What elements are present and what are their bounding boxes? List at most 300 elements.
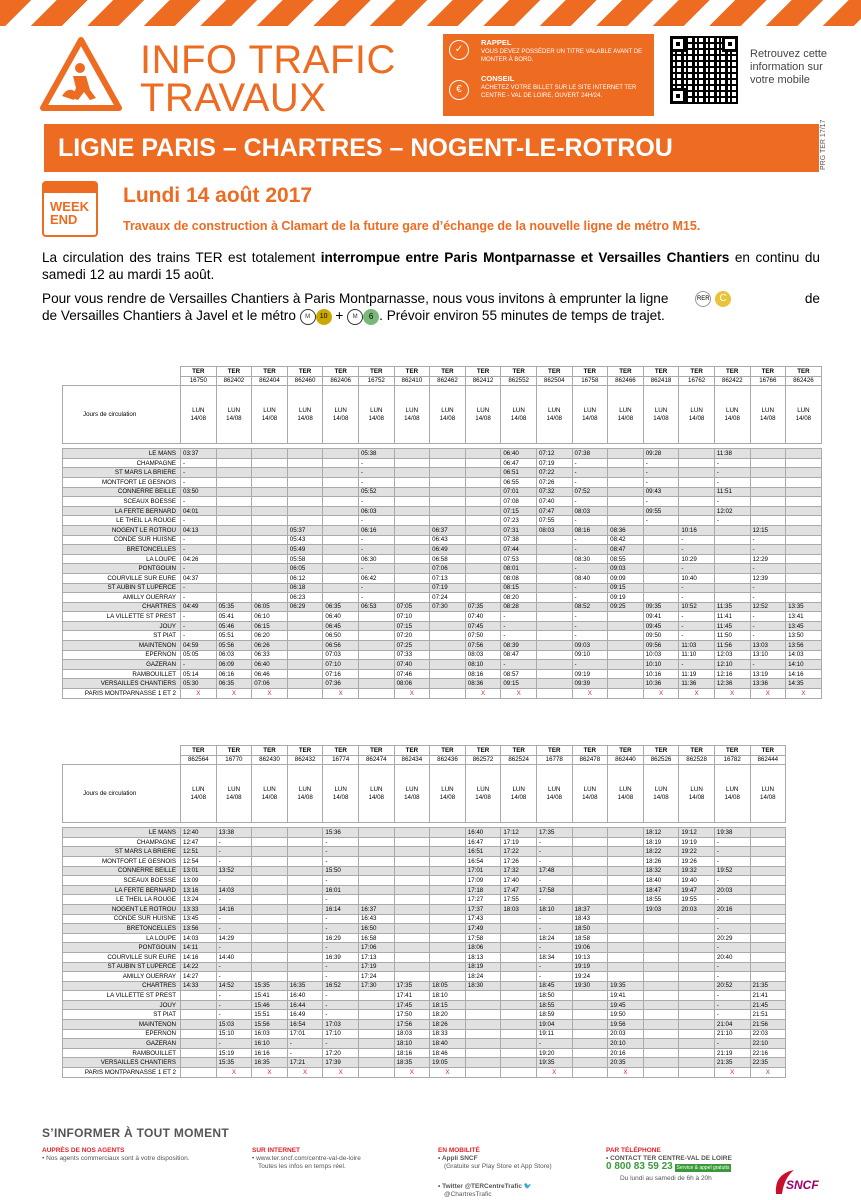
station-name: JOUY [63, 1000, 181, 1010]
time-cell: 12:29 [750, 554, 786, 564]
time-cell: 07:55 [536, 516, 572, 526]
time-cell [643, 593, 679, 603]
time-cell [287, 837, 323, 847]
station-row [63, 641, 822, 651]
time-cell [465, 506, 501, 516]
train-type-row [63, 367, 822, 377]
time-cell: 06:20 [252, 631, 288, 641]
time-cell: 18:55 [643, 895, 679, 905]
station-name: MONTFORT LE GESNOIS [63, 856, 181, 866]
time-cell [287, 621, 323, 631]
time-cell: - [643, 458, 679, 468]
time-cell: 20:16 [608, 1048, 644, 1058]
station-name: ST AUBIN ST LUPERCE [63, 962, 181, 972]
time-cell [252, 847, 288, 857]
cancelled-mark: X [430, 1068, 466, 1078]
time-cell [679, 1068, 715, 1078]
time-cell [501, 943, 537, 953]
time-cell [252, 545, 288, 555]
time-cell: 18:40 [430, 1039, 466, 1049]
time-cell: 17:27 [465, 895, 501, 905]
time-cell [358, 689, 394, 699]
time-cell [536, 602, 572, 612]
time-cell [323, 583, 359, 593]
time-cell [323, 506, 359, 516]
time-cell: 21:35 [714, 1058, 750, 1068]
time-cell [679, 952, 715, 962]
time-cell: - [358, 468, 394, 478]
time-cell [608, 856, 644, 866]
time-cell: 19:19 [572, 962, 608, 972]
time-cell [679, 1020, 715, 1030]
time-cell: - [216, 837, 252, 847]
time-cell [643, 525, 679, 535]
time-cell [394, 458, 430, 468]
time-cell [643, 1010, 679, 1020]
time-cell [358, 876, 394, 886]
cancelled-mark: X [536, 1068, 572, 1078]
time-cell: 06:40 [501, 449, 537, 459]
time-cell [358, 1010, 394, 1020]
time-cell [608, 837, 644, 847]
time-cell: - [287, 1039, 323, 1049]
time-cell [750, 506, 786, 516]
weekend-label: WEEK END [50, 199, 89, 227]
time-cell: - [536, 943, 572, 953]
cancelled-mark: X [287, 1068, 323, 1078]
station-name: LA LOUPE [63, 554, 181, 564]
cancelled-mark: X [679, 689, 715, 699]
station-row [63, 876, 786, 886]
time-cell: - [216, 856, 252, 866]
time-cell: 17:47 [501, 885, 537, 895]
train-type-cell: TER [181, 746, 217, 756]
time-cell [287, 487, 323, 497]
time-cell: - [679, 535, 715, 545]
time-cell: 11:38 [714, 449, 750, 459]
time-cell [465, 468, 501, 478]
time-cell: 07:12 [536, 449, 572, 459]
time-cell: - [679, 621, 715, 631]
time-cell: 07:46 [394, 669, 430, 679]
time-cell: 19:13 [572, 952, 608, 962]
time-cell: - [216, 1000, 252, 1010]
time-cell: 07:03 [323, 650, 359, 660]
time-cell [679, 1010, 715, 1020]
time-cell: 18:12 [643, 828, 679, 838]
time-cell [786, 545, 822, 555]
time-cell: 19:06 [572, 943, 608, 953]
station-name: BRETONCELLES [63, 924, 181, 934]
time-cell: 08:40 [572, 573, 608, 583]
time-cell: - [323, 856, 359, 866]
station-row [63, 593, 822, 603]
time-cell: - [323, 991, 359, 1001]
time-cell: 09:15 [501, 679, 537, 689]
time-cell: 17:40 [501, 876, 537, 886]
time-cell: - [572, 535, 608, 545]
time-cell: 15:35 [216, 1058, 252, 1068]
time-cell [608, 895, 644, 905]
time-cell: 13:41 [786, 612, 822, 622]
time-cell: 16:37 [358, 904, 394, 914]
time-cell [394, 962, 430, 972]
station-name: LA FERTE BERNARD [63, 885, 181, 895]
time-cell: - [216, 1039, 252, 1049]
time-cell: 17:22 [501, 847, 537, 857]
train-type-cell: TER [501, 746, 537, 756]
time-cell [679, 1058, 715, 1068]
station-row [63, 660, 822, 670]
time-cell [216, 573, 252, 583]
cancelled-mark: X [572, 689, 608, 699]
station-row [63, 1039, 786, 1049]
time-cell [323, 525, 359, 535]
time-cell: 07:38 [572, 449, 608, 459]
timetable-1 [62, 366, 822, 699]
time-cell [679, 972, 715, 982]
time-cell: 19:40 [679, 876, 715, 886]
train-number-cell: 862564 [181, 755, 217, 765]
time-cell [430, 895, 466, 905]
time-cell [394, 847, 430, 857]
time-cell [643, 933, 679, 943]
train-type-cell: TER [679, 367, 715, 377]
time-cell: 10:16 [643, 669, 679, 679]
time-cell: 05:35 [216, 602, 252, 612]
time-cell [287, 952, 323, 962]
time-cell: 13:03 [750, 641, 786, 651]
time-cell [181, 991, 217, 1001]
time-cell [181, 1000, 217, 1010]
time-cell [287, 641, 323, 651]
time-cell: - [501, 631, 537, 641]
days-cell: LUN 14/08 [181, 386, 217, 444]
time-cell: - [323, 895, 359, 905]
time-cell [786, 458, 822, 468]
time-cell: 08:03 [465, 650, 501, 660]
time-cell [216, 583, 252, 593]
time-cell [287, 477, 323, 487]
time-cell: 17:19 [358, 962, 394, 972]
time-cell: 05:46 [216, 621, 252, 631]
time-cell [465, 535, 501, 545]
time-cell: 06:16 [358, 525, 394, 535]
time-cell [252, 914, 288, 924]
time-cell [287, 866, 323, 876]
time-cell [572, 866, 608, 876]
time-cell: 06:05 [252, 602, 288, 612]
time-cell: 13:56 [181, 924, 217, 934]
time-cell [287, 847, 323, 857]
train-number-cell: 862526 [643, 755, 679, 765]
time-cell: - [181, 468, 217, 478]
train-number-cell: 16762 [679, 376, 715, 386]
time-cell: 05:58 [287, 554, 323, 564]
time-cell: 09:09 [608, 573, 644, 583]
station-row [63, 689, 822, 699]
time-cell: - [572, 583, 608, 593]
time-cell [430, 885, 466, 895]
time-cell: - [750, 660, 786, 670]
time-cell [323, 545, 359, 555]
time-cell: 07:26 [536, 477, 572, 487]
time-cell [358, 1039, 394, 1049]
time-cell: 10:29 [679, 554, 715, 564]
time-cell: - [287, 1048, 323, 1058]
time-cell [750, 876, 786, 886]
train-number-cell: 862440 [608, 755, 644, 765]
station-name: SCEAUX BOESSE [63, 876, 181, 886]
time-cell: - [714, 516, 750, 526]
time-cell [750, 914, 786, 924]
time-cell [465, 1068, 501, 1078]
days-row [63, 765, 786, 823]
time-cell: 06:16 [216, 669, 252, 679]
time-cell: 15:03 [216, 1020, 252, 1030]
time-cell: 08:01 [501, 564, 537, 574]
time-cell: 22:35 [750, 1058, 786, 1068]
time-cell [750, 933, 786, 943]
time-cell [750, 972, 786, 982]
time-cell: 07:15 [501, 506, 537, 516]
time-cell: - [714, 943, 750, 953]
time-cell: - [216, 914, 252, 924]
time-cell: - [714, 1039, 750, 1049]
station-row [63, 631, 822, 641]
station-row [63, 573, 822, 583]
time-cell [465, 497, 501, 507]
time-cell: 15:41 [252, 991, 288, 1001]
time-cell [750, 828, 786, 838]
train-number-cell: 16778 [536, 755, 572, 765]
notice-box [443, 34, 654, 116]
time-cell: - [358, 535, 394, 545]
time-cell: - [714, 895, 750, 905]
time-cell: - [216, 943, 252, 953]
train-type-cell: TER [358, 367, 394, 377]
time-cell: 07:10 [323, 660, 359, 670]
works-description: Travaux de construction à Clamart de la future gare d’échange de la nouvelle ligne de métro M15. [123, 219, 701, 233]
train-type-cell: TER [786, 367, 822, 377]
website-link[interactable]: • www.ter.sncf.com/centre-val-de-loire [252, 1155, 361, 1162]
time-cell: 17:48 [536, 866, 572, 876]
twitter-link[interactable]: • Twitter @TERCentreTrafic 🐦 [438, 1183, 532, 1190]
time-cell: 18:50 [536, 991, 572, 1001]
time-cell [216, 487, 252, 497]
cancelled-mark: X [394, 689, 430, 699]
time-cell: 09:28 [643, 449, 679, 459]
station-name: EPERNON [63, 650, 181, 660]
header [0, 26, 861, 122]
time-cell [608, 962, 644, 972]
time-cell [572, 1048, 608, 1058]
time-cell: 07:08 [501, 497, 537, 507]
time-cell [536, 641, 572, 651]
station-row [63, 621, 822, 631]
time-cell [465, 554, 501, 564]
time-cell: - [181, 458, 217, 468]
time-cell [750, 885, 786, 895]
time-cell: 15:19 [216, 1048, 252, 1058]
time-cell: 09:19 [572, 669, 608, 679]
time-cell [394, 545, 430, 555]
time-cell [536, 564, 572, 574]
time-cell: 08:30 [572, 554, 608, 564]
time-cell: 08:36 [465, 679, 501, 689]
time-cell [465, 487, 501, 497]
time-cell: 18:43 [572, 914, 608, 924]
time-cell: 19:56 [608, 1020, 644, 1030]
time-cell [252, 904, 288, 914]
time-cell: 21:35 [750, 981, 786, 991]
metro-icon: M [300, 309, 316, 325]
time-cell: 11:56 [714, 641, 750, 651]
time-cell [465, 458, 501, 468]
time-cell [252, 506, 288, 516]
time-cell: 06:49 [430, 545, 466, 555]
time-cell: 07:47 [536, 506, 572, 516]
time-cell: 18:03 [501, 904, 537, 914]
time-cell [287, 650, 323, 660]
time-cell: 13:09 [181, 876, 217, 886]
footer-web: SUR INTERNET • www.ter.sncf.com/centre-val-de-loire Toutes les infos en temps réel. [252, 1147, 361, 1170]
time-cell [608, 497, 644, 507]
time-cell: - [679, 593, 715, 603]
time-cell [358, 641, 394, 651]
time-cell: - [572, 612, 608, 622]
time-cell: 16:54 [287, 1020, 323, 1030]
time-cell: 07:24 [430, 593, 466, 603]
time-cell [358, 1020, 394, 1030]
time-cell: 14:16 [216, 904, 252, 914]
train-number-cell: 862436 [430, 755, 466, 765]
time-cell: 05:38 [358, 449, 394, 459]
time-cell [679, 477, 715, 487]
time-cell [252, 477, 288, 487]
station-row [63, 564, 822, 574]
time-cell [252, 885, 288, 895]
days-cell: LUN 14/08 [750, 386, 786, 444]
time-cell [430, 952, 466, 962]
time-cell [287, 631, 323, 641]
train-type-cell: TER [608, 746, 644, 756]
time-cell [181, 1068, 217, 1078]
time-cell: - [750, 583, 786, 593]
days-cell: LUN 14/08 [536, 386, 572, 444]
time-cell [679, 1039, 715, 1049]
time-cell: 20:16 [714, 904, 750, 914]
time-cell [501, 1048, 537, 1058]
cancelled-mark: X [323, 689, 359, 699]
time-cell [287, 943, 323, 953]
time-cell [572, 847, 608, 857]
time-cell [252, 828, 288, 838]
station-name: RAMBOUILLET [63, 1048, 181, 1058]
time-cell: 15:56 [252, 1020, 288, 1030]
time-cell [608, 660, 644, 670]
time-cell: - [572, 458, 608, 468]
time-cell: - [323, 1000, 359, 1010]
time-cell: - [181, 631, 217, 641]
time-cell [679, 449, 715, 459]
time-cell [252, 924, 288, 934]
time-cell: 04:49 [181, 602, 217, 612]
time-cell [643, 914, 679, 924]
time-cell: 17:24 [358, 972, 394, 982]
time-cell: - [216, 876, 252, 886]
time-cell: 08:10 [465, 660, 501, 670]
time-cell [572, 1010, 608, 1020]
train-type-cell: TER [643, 367, 679, 377]
time-cell: - [679, 612, 715, 622]
time-cell: 07:16 [323, 669, 359, 679]
time-cell [252, 458, 288, 468]
time-cell [750, 943, 786, 953]
train-type-cell: TER [216, 746, 252, 756]
station-name: PARIS MONTPARNASSE 1 ET 2 [63, 689, 181, 699]
time-cell: 10:36 [643, 679, 679, 689]
station-name: MAINTENON [63, 1020, 181, 1030]
time-cell [608, 679, 644, 689]
time-cell [252, 876, 288, 886]
station-row [63, 972, 786, 982]
metro-10-icon: 10 [316, 309, 332, 325]
time-cell [536, 650, 572, 660]
time-cell [643, 924, 679, 934]
train-number-cell: 862478 [572, 755, 608, 765]
app-link[interactable]: • Appli SNCF [438, 1155, 478, 1162]
time-cell: 18:26 [430, 1020, 466, 1030]
time-cell: 18:10 [394, 1039, 430, 1049]
time-cell: 18:13 [465, 952, 501, 962]
days-cell: LUN 14/08 [465, 765, 501, 823]
time-cell: - [572, 468, 608, 478]
time-cell: 17:26 [501, 856, 537, 866]
time-cell: - [216, 924, 252, 934]
time-cell [287, 689, 323, 699]
time-cell: 17:21 [287, 1058, 323, 1068]
time-cell [287, 516, 323, 526]
qr-code[interactable] [670, 36, 738, 104]
time-cell: - [572, 545, 608, 555]
time-cell: 16:52 [323, 981, 359, 991]
time-cell [608, 847, 644, 857]
time-cell: 07:20 [394, 631, 430, 641]
station-name: GAZERAN [63, 1039, 181, 1049]
train-type-cell: TER [536, 367, 572, 377]
time-cell: - [643, 516, 679, 526]
train-number-cell: 862528 [679, 755, 715, 765]
time-cell: - [323, 847, 359, 857]
time-cell: 17:09 [465, 876, 501, 886]
train-type-cell: TER [608, 367, 644, 377]
time-cell [430, 449, 466, 459]
train-number-cell: 16770 [216, 755, 252, 765]
timetable-2 [62, 745, 786, 1078]
time-cell: - [358, 458, 394, 468]
train-number-cell: 862404 [252, 376, 288, 386]
time-cell [394, 573, 430, 583]
time-cell: 19:41 [608, 991, 644, 1001]
days-cell: LUN 14/08 [750, 765, 786, 823]
phone-number[interactable]: 0 800 83 59 23 [606, 1161, 673, 1172]
time-cell [394, 904, 430, 914]
time-cell [287, 679, 323, 689]
time-cell: 06:37 [430, 525, 466, 535]
rappel-text: VOUS DEVEZ POSSÉDER UN TITRE VALABLE AVANT DE MONTER À BORD. [481, 49, 643, 63]
time-cell: 16:49 [287, 1010, 323, 1020]
